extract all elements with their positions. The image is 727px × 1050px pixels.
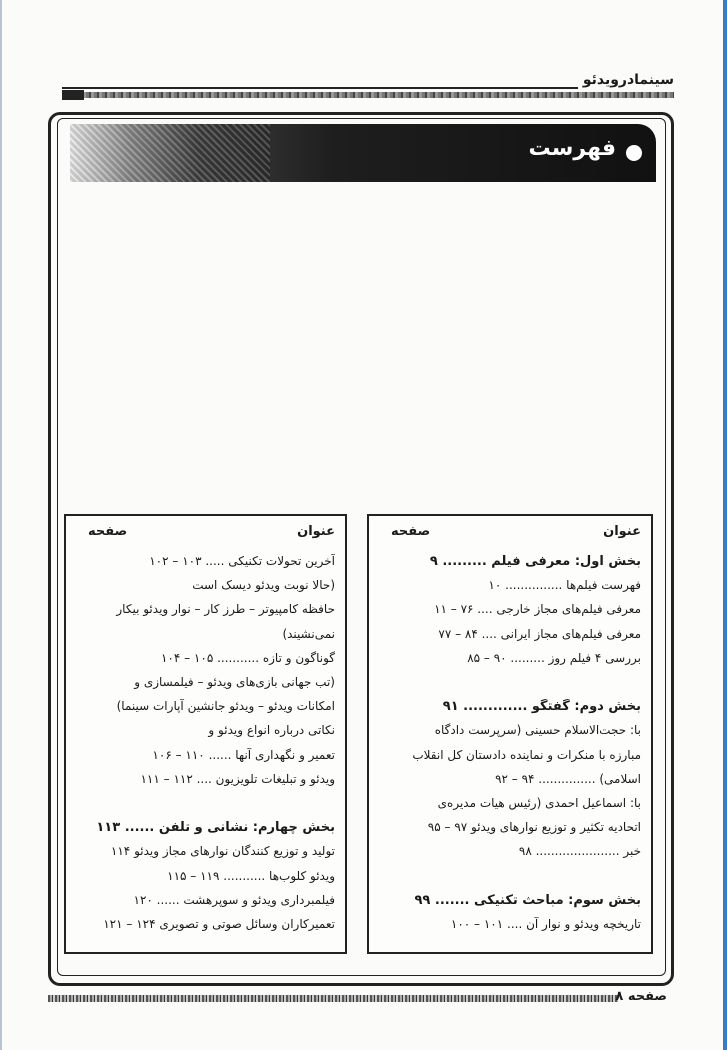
toc-entry: گوناگون و تازه ........... ۱۰۵ – ۱۰۴ <box>160 650 335 665</box>
col-header-page: صفحه <box>88 524 128 539</box>
page-right-edge <box>723 0 727 1050</box>
toc-entry: (تب جهانی بازی‌های ویدئو – فیلمسازی و <box>134 675 335 689</box>
toc-column-left <box>64 514 347 954</box>
toc-entry: امکانات ویدئو – ویدئو جانشین آپارات سینما) <box>116 699 335 714</box>
toc-entry: (حالا نوبت ویدئو دیسک است <box>192 578 335 593</box>
col-header-title: عنوان <box>603 524 641 539</box>
toc-column-right <box>367 514 653 954</box>
toc-entry: تعمیر و نگهداری آنها ...... ۱۱۰ – ۱۰۶ <box>152 747 335 762</box>
running-head-title: سینمادرویدئو <box>582 72 674 88</box>
toc-entry: تاریخچه ویدئو و نوار آن .... ۱۰۱ – ۱۰۰ <box>450 917 641 931</box>
toc-entry: فهرست فیلم‌ها ............... ۱۰ <box>488 578 641 593</box>
toc-banner <box>70 124 656 182</box>
bottom-bar <box>48 995 618 1002</box>
toc-section-heading: بخش چهارم: نشانی و تلفن ...... ۱۱۳ <box>96 820 335 836</box>
toc-entry: ویدئو و تبلیغات تلویزیون .... ۱۱۲ – ۱۱۱ <box>140 771 335 786</box>
toc-section-heading: بخش سوم: مباحث تکنیکی ....... ۹۹ <box>414 892 641 908</box>
running-head-rule <box>62 87 578 89</box>
toc-entry: بررسی ۴ فیلم روز ......... ۹۰ – ۸۵ <box>467 650 641 665</box>
banner-texture <box>70 124 270 182</box>
toc-entry: معرفی فیلم‌های مجاز ایرانی .... ۸۴ – ۷۷ <box>438 626 641 641</box>
toc-entry: نمی‌نشیند) <box>282 626 335 641</box>
toc-entry: معرفی فیلم‌های مجاز خارجی .... ۷۶ – ۱۱ <box>434 602 641 617</box>
page-left-edge <box>0 0 2 1050</box>
toc-entry: اسلامی) ............... ۹۴ – ۹۲ <box>495 771 641 786</box>
toc-entry: با: اسماعیل احمدی (رئیس هیات مدیره‌ی <box>437 796 641 810</box>
page-number: صفحه ۸ <box>615 989 667 1004</box>
toc-section-heading: بخش دوم: گفتگو ............. ۹۱ <box>442 699 641 715</box>
toc-entry: تعمیرکاران وسائل صوتی و تصویری ۱۲۴ – ۱۲۱ <box>103 917 335 931</box>
toc-entry: نکاتی درباره انواع ویدئو و <box>208 723 335 738</box>
col-header-title: عنوان <box>297 524 335 539</box>
running-head-bar <box>62 92 674 98</box>
toc-entry: ویدئو کلوب‌ها ........... ۱۱۹ – ۱۱۵ <box>167 868 335 883</box>
running-head <box>62 72 674 100</box>
col-header-page: صفحه <box>391 524 431 539</box>
toc-entry: مبارزه با منکرات و نماینده دادستان کل انقلاب <box>412 747 641 762</box>
toc-entry: با: حجت‌الاسلام حسینی (سرپرست دادگاه <box>434 723 641 738</box>
bullet-icon <box>626 145 642 161</box>
toc-entry: تولید و توزیع کنندگان نوارهای مجاز ویدئو ۱۱۴ <box>110 844 335 859</box>
banner-title: فهرست <box>528 136 616 161</box>
toc-entry: آخرین تحولات تکنیکی ..... ۱۰۳ – ۱۰۲ <box>149 554 335 568</box>
toc-section-heading: بخش اول: معرفی فیلم ......... ۹ <box>429 554 641 569</box>
toc-entry: فیلمبرداری ویدئو و سوپرهشت ...... ۱۲۰ <box>133 892 335 907</box>
running-head-mark <box>62 90 84 100</box>
toc-entry: خبر ...................... ۹۸ <box>518 844 641 859</box>
toc-entry: حافظه کامپیوتر – طرز کار – نوار ویدئو بیکار <box>116 602 335 617</box>
toc-entry: اتحادیه تکثیر و توزیع نوارهای ویدئو ۹۷ – ۹۵ <box>427 820 641 835</box>
